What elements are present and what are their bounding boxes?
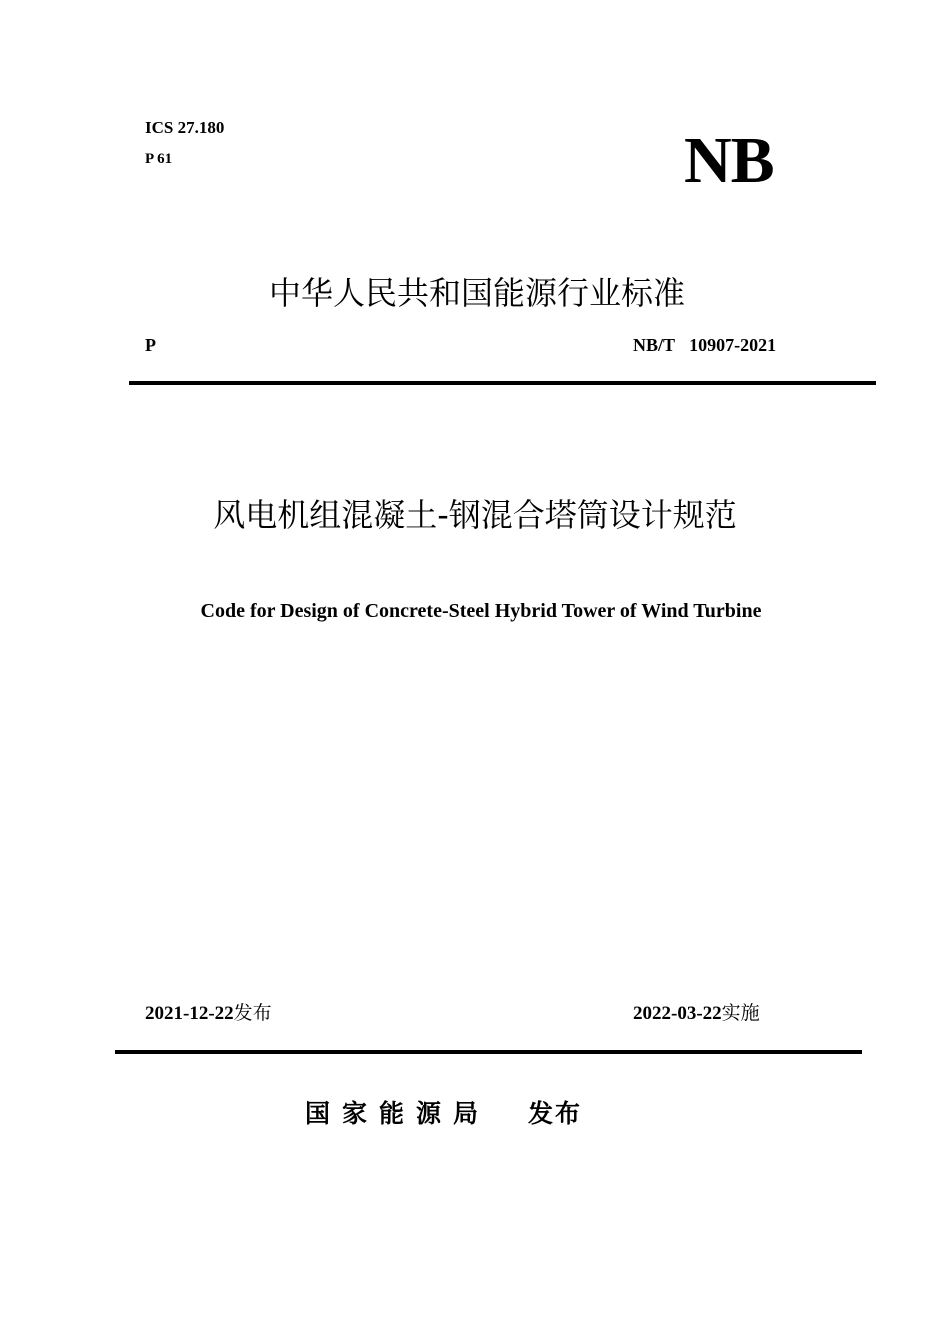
ics-code: ICS 27.180 bbox=[145, 118, 225, 137]
ccs-code: P 61 bbox=[145, 151, 173, 167]
issuer-line bbox=[305, 1094, 582, 1130]
standard-left-mark: P bbox=[145, 335, 156, 355]
standard-category-title-text: 中华人民共和国能源行业标准 bbox=[268, 274, 685, 312]
document-title-english bbox=[0, 600, 950, 623]
document-title-chinese-text: 风电机组混凝土-钢混合塔筒设计规范 bbox=[213, 496, 737, 534]
document-title-english-text: Code for Design of Concrete-Steel Hybrid Tower of Wind Turbine bbox=[200, 600, 762, 622]
implementation-label: 实施 bbox=[721, 1002, 760, 1024]
issuer-action: 发布 bbox=[528, 1099, 583, 1128]
issue-date: 2021-12-22 bbox=[145, 1003, 234, 1024]
nb-logo: NB bbox=[684, 124, 774, 197]
document-title-chinese bbox=[0, 490, 950, 536]
issuer-organization: 国家能源局 bbox=[305, 1099, 491, 1128]
issue-label: 发布 bbox=[233, 1002, 272, 1024]
standard-code: NB/T 10907-2021 bbox=[633, 335, 777, 355]
issue-date-line bbox=[145, 998, 272, 1025]
bottom-divider bbox=[115, 1050, 862, 1054]
standard-category-title bbox=[0, 268, 950, 314]
implementation-date-line bbox=[633, 998, 760, 1025]
top-divider bbox=[129, 381, 876, 385]
implementation-date: 2022-03-22 bbox=[633, 1003, 722, 1024]
